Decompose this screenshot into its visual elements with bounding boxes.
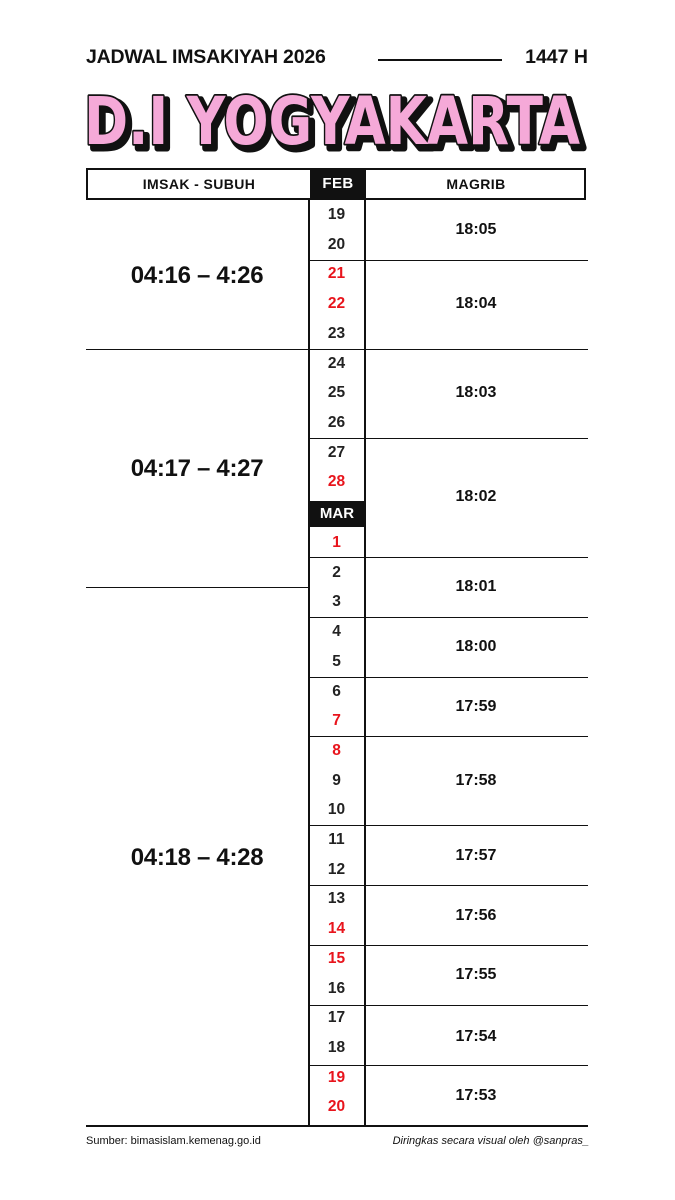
day-number: 28: [327, 473, 346, 491]
day-number: 26: [327, 413, 346, 431]
day-number: 25: [327, 384, 346, 402]
imsak-separator: [86, 587, 308, 588]
day-number: 27: [327, 443, 346, 461]
day-number: 1: [332, 534, 341, 551]
region-title: [82, 74, 594, 164]
magrib-time: 18:00: [455, 638, 497, 655]
table-header: [86, 168, 586, 200]
magrib-separator: [308, 349, 588, 350]
month-label-mar: MAR: [310, 501, 364, 527]
magrib-time: 18:01: [455, 578, 497, 595]
magrib-separator: [308, 1065, 588, 1066]
magrib-time: 17:58: [455, 772, 497, 789]
day-number: 20: [327, 1098, 346, 1116]
magrib-separator: [308, 736, 588, 737]
day-number: 17: [327, 1009, 346, 1027]
magrib-time: 17:56: [455, 907, 497, 924]
magrib-time: 18:02: [455, 488, 497, 505]
day-number: 8: [332, 741, 341, 759]
day-number: 7: [332, 712, 341, 730]
magrib-time: 17:55: [455, 966, 497, 983]
day-number: 19: [327, 1068, 346, 1086]
day-number: 2: [332, 563, 341, 581]
magrib-time: 17:57: [455, 847, 497, 864]
magrib-separator: [308, 438, 588, 439]
magrib-time: 18:04: [455, 295, 497, 312]
imsak-time: 04:16 – 4:26: [130, 262, 264, 289]
day-number: 14: [327, 920, 346, 938]
day-number: 10: [327, 801, 346, 819]
title-text: D.I YOGYAKARTA: [84, 83, 580, 160]
column-divider: [364, 198, 366, 1126]
magrib-time: 18:03: [455, 384, 497, 401]
day-number: 18: [327, 1038, 346, 1056]
column-magrib: MAGRIB: [446, 176, 506, 192]
magrib-separator: [308, 617, 588, 618]
day-number: 21: [327, 265, 346, 283]
source-note: Sumber: bimasislam.kemenag.go.id: [86, 1135, 261, 1147]
magrib-time: 18:05: [455, 221, 497, 238]
day-number: 9: [332, 771, 341, 789]
magrib-separator: [308, 677, 588, 678]
day-number: 5: [332, 652, 341, 670]
title-shadow: D.I YOGYAKARTA: [88, 87, 584, 164]
column-imsak: IMSAK - SUBUH: [142, 176, 256, 192]
imsak-time: 04:18 – 4:28: [130, 844, 264, 871]
day-number: 22: [327, 295, 346, 313]
day-number: 19: [327, 206, 346, 223]
day-number: 13: [327, 890, 346, 908]
day-number: 4: [332, 623, 341, 641]
imsak-time: 04:17 – 4:27: [130, 455, 264, 482]
magrib-time: 17:53: [455, 1087, 497, 1104]
magrib-separator: [308, 260, 588, 261]
credit-note: Diringkas secara visual oleh @sanpras_: [392, 1135, 589, 1147]
column-divider: [308, 198, 310, 1126]
column-month-feb: FEB: [310, 170, 366, 198]
magrib-time: 17:59: [455, 698, 497, 715]
day-number: 23: [327, 324, 346, 342]
day-number: 6: [332, 682, 341, 700]
day-number: 12: [327, 860, 346, 878]
day-number: 20: [327, 235, 346, 253]
day-number: 16: [327, 979, 346, 997]
header-divider: [378, 59, 502, 61]
magrib-separator: [308, 945, 588, 946]
magrib-separator: [308, 885, 588, 886]
day-number: 24: [327, 354, 346, 372]
magrib-separator: [308, 1005, 588, 1006]
schedule-title: JADWAL IMSAKIYAH 2026: [86, 46, 326, 68]
day-number: 11: [328, 831, 345, 848]
day-number: 15: [327, 949, 346, 967]
magrib-time: 17:54: [455, 1028, 497, 1045]
header: [86, 46, 588, 74]
imsak-separator: [86, 349, 308, 350]
hijri-year: 1447 H: [525, 46, 588, 68]
magrib-separator: [308, 557, 588, 558]
day-number: 3: [332, 593, 341, 611]
magrib-separator: [308, 825, 588, 826]
table-bottom: [86, 1125, 588, 1127]
